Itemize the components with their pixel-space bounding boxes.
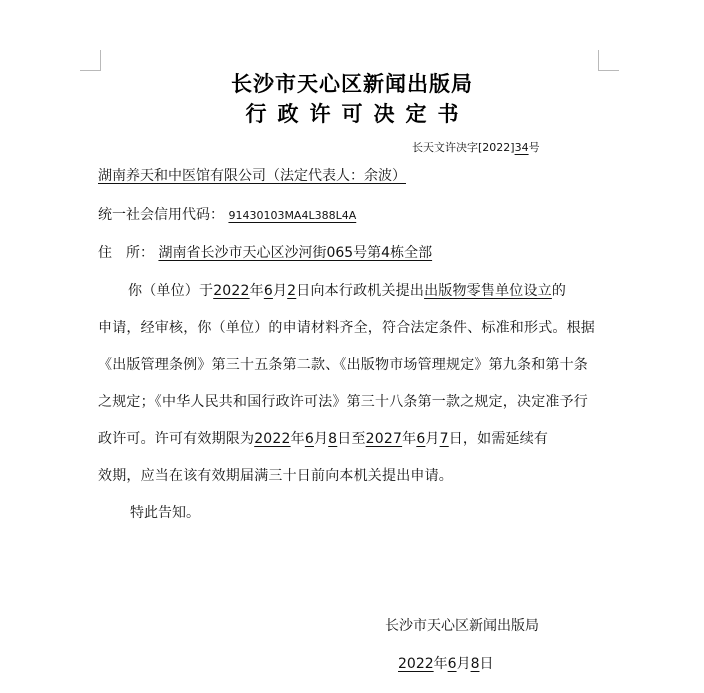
body-text-segment: 日至 <box>337 431 366 447</box>
credit-code-line <box>98 205 356 226</box>
party-name: 湖南养天和中医馆有限公司（法定代表人：余波） <box>98 168 406 184</box>
apply-year: 2022 <box>213 283 250 299</box>
address-label: 住 所： <box>98 245 154 261</box>
body-line-4: 之规定；《中华人民共和国行政许可法》第三十八条第一款之规定，决定准予行 <box>98 394 588 410</box>
document-number-value: 34 <box>514 141 529 154</box>
body-line-1 <box>98 273 606 310</box>
apply-item: 出版物零售单位设立 <box>424 283 552 299</box>
credit-code-label: 统一社会信用代码： <box>98 207 224 223</box>
body-line-5 <box>98 421 606 458</box>
body-text-segment: 年 <box>290 431 305 447</box>
body-line-3: 《出版管理条例》第三十五条第二款、《出版物市场管理规定》第九条和第十条 <box>98 357 588 373</box>
body-text-segment: 的 <box>551 283 567 299</box>
sign-day: 8 <box>470 656 480 672</box>
signing-organization: 长沙市天心区新闻出版局 <box>385 618 539 634</box>
document-title: 行政许可决定书 <box>245 101 470 126</box>
body-text-segment: 政许可。许可有效期限为 <box>98 431 255 447</box>
valid-from-year: 2022 <box>254 431 291 447</box>
date-text-segment: 日 <box>479 656 494 672</box>
sign-year: 2022 <box>398 656 434 672</box>
valid-from-day: 8 <box>328 431 338 447</box>
body-text-segment: 你（单位）于 <box>128 283 214 299</box>
address-value: 湖南省长沙市天心区沙河街065号第4栋全部 <box>158 245 433 261</box>
body-text-segment: 日向本行政机关提出 <box>296 283 425 299</box>
sign-month: 6 <box>447 656 457 672</box>
apply-month: 6 <box>263 283 273 299</box>
apply-day: 2 <box>287 283 297 299</box>
document-number <box>412 138 540 158</box>
address-line <box>98 243 432 263</box>
body-text-segment: 年 <box>249 283 264 299</box>
body-line-2: 申请，经审核，你（单位）的申请材料齐全，符合法定条件、标准和形式。根据 <box>98 320 595 336</box>
document-number-prefix: 长天文许决字[2022] <box>412 141 515 154</box>
valid-from-month: 6 <box>304 431 314 447</box>
notice-text: 特此告知。 <box>130 505 200 521</box>
body-text-segment: 年 <box>402 431 417 447</box>
signing-date <box>398 654 493 674</box>
valid-to-month: 6 <box>416 431 426 447</box>
body-text-segment: 月 <box>272 283 288 299</box>
body-line-6: 效期，应当在该有效期届满三十日前向本机关提出申请。 <box>98 468 453 484</box>
org-title: 长沙市天心区新闻出版局 <box>231 71 473 96</box>
document-number-suffix: 号 <box>528 141 540 154</box>
body-text-segment: 日，如需延续有 <box>448 431 549 447</box>
valid-to-day: 7 <box>439 431 449 447</box>
decision-body <box>98 273 606 495</box>
body-text-segment: 月 <box>425 431 440 447</box>
date-text-segment: 月 <box>456 656 471 672</box>
date-text-segment: 年 <box>433 656 448 672</box>
body-text-segment: 月 <box>313 431 329 447</box>
valid-to-year: 2027 <box>365 431 403 447</box>
credit-code-value: 91430103MA4L388L4A <box>228 209 357 222</box>
